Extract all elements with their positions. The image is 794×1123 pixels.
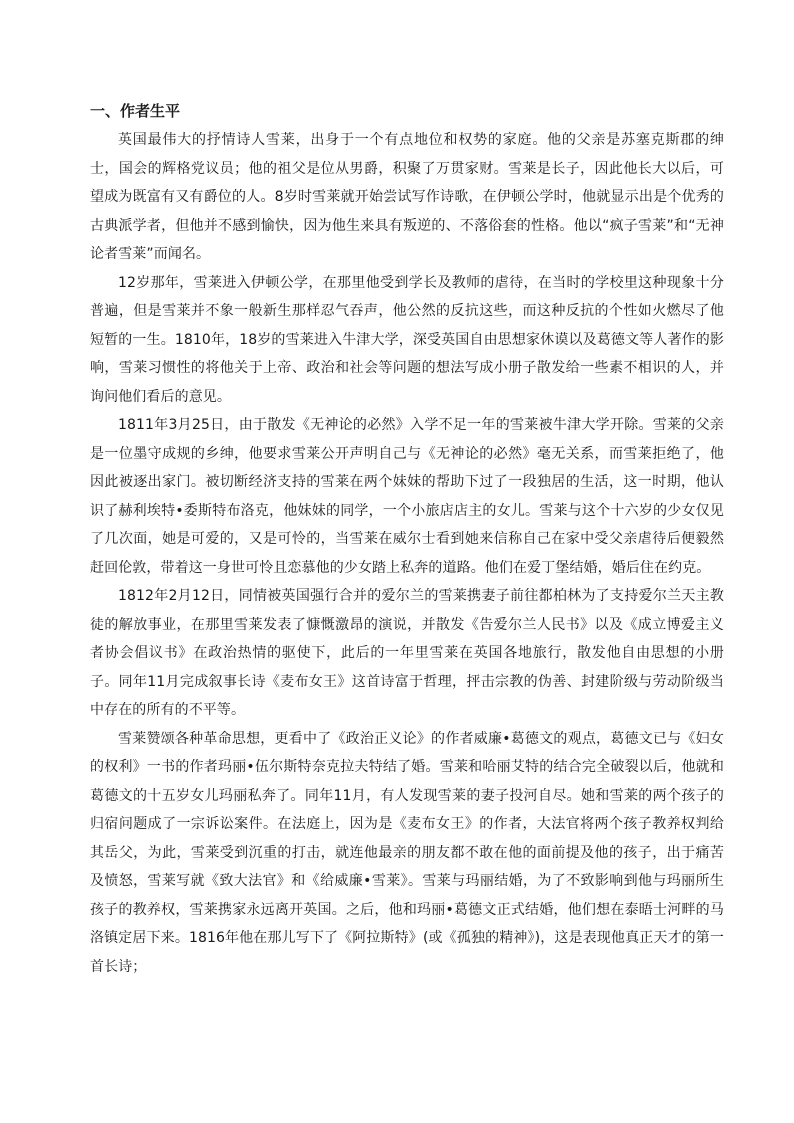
paragraph-eton-oxford: 12岁那年，雪莱进入伊顿公学，在那里他受到学长及教师的虐待，在当时的学校里这种现象十分普遍，但是雪莱并不象一般新生那样忍气吞声，他公然的反抗这些，而这种反抗的个性如火燃尽了他短暂的一生。1810年，18岁的雪莱进入牛津大学，深受英国自由思想家休谟以及葛德文等人著作的影响，雪莱习惯性的将他关于上帝、政治和社会等问题的想法写成小册子散发给一些素不相识的人，并询问他们看后的意见。 [90, 274, 724, 405]
paragraph-ireland: 1812年2月12日，同情被英国强行合并的爱尔兰的雪莱携妻子前往都柏林为了支持爱尔兰天主教徒的解放事业，在那里雪莱发表了慷慨激昂的演说，并散发《告爱尔兰人民书》以及《成立博爱主义者协会倡议书》在政治热情的驱使下，此后的一年里雪莱在英国各地旅行，散发他自由思想的小册子。同年11月完成叙事长诗《麦布女王》这首诗富于哲理，抨击宗教的伪善、封建阶级与劳动阶级当中存在的所有的不平等。 [90, 588, 724, 718]
paragraph-expulsion-marriage: 1811年3月25日，由于散发《无神论的必然》入学不足一年的雪莱被牛津大学开除。雪莱的父亲是一位墨守成规的乡绅，他要求雪莱公开声明自己与《无神论的必然》毫无关系，而雪莱拒绝了，他因此被逐出家门。被切断经济支持的雪莱在两个妹妹的帮助下过了一段独居的生活，这一时期，他认识了赫利埃特•委斯特布洛克，他妹妹的同学，一个小旅店店主的女儿。雪莱与这个十六岁的少女仅见了几次面，她是可爱的，又是可怜的，当雪莱在威尔士看到她来信称自己在家中受父亲虐待后便毅然赶回伦敦，带着这一身世可怜且恋慕他的少女踏上私奔的道路。他们在爱丁堡结婚，婚后住在约克。 [90, 417, 724, 576]
document-page [90, 97, 724, 981]
paragraph-early-life: 英国最伟大的抒情诗人雪莱，出身于一个有点地位和权势的家庭。他的父亲是苏塞克斯郡的绅士，国会的辉格党议员；他的祖父是位从男爵，积聚了万贯家财。雪莱是长子，因此他长大以后，可望成为既富有又有爵位的人。8岁时雪莱就开始尝试写作诗歌，在伊顿公学时，他就显示出是个优秀的古典派学者，但他并不感到愉快，因为他生来具有叛逆的、不落俗套的性格。他以“疯子雪莱”和“无神论者雪莱”而闻名。 [90, 132, 724, 262]
paragraph-godwin-mary: 雪莱赞颂各种革命思想，更看中了《政治正义论》的作者威廉•葛德文的观点，葛德文已与《妇女的权利》一书的作者玛丽•伍尔斯特奈克拉夫特结了婚。雪莱和哈丽艾特的结合完全破裂以后，他就和葛德文的十五岁女儿玛丽私奔了。同年11月，有人发现雪莱的妻子投河自尽。她和雪莱的两个孩子的归宿问题成了一宗诉讼案件。在法庭上，因为是《麦布女王》的作者，大法官将两个孩子教养权判给其岳父，为此，雪莱受到沉重的打击，就连他最亲的朋友都不敢在他的面前提及他的孩子，出于痛苦及愤怒，雪莱写就《致大法官》和《给威廉•雪莱》。雪莱与玛丽结婚，为了不致影响到他与玛丽所生孩子的教养权，雪莱携家永远离开英国。之后，他和玛丽•葛德文正式结婚，他们想在泰晤士河畔的马洛镇定居下来。1816年他在那儿写下了《阿拉斯特》(或《孤独的精神》)，这是表现他真正天才的第一首长诗； [90, 730, 724, 975]
section-heading: 一、作者生平 [90, 102, 181, 120]
